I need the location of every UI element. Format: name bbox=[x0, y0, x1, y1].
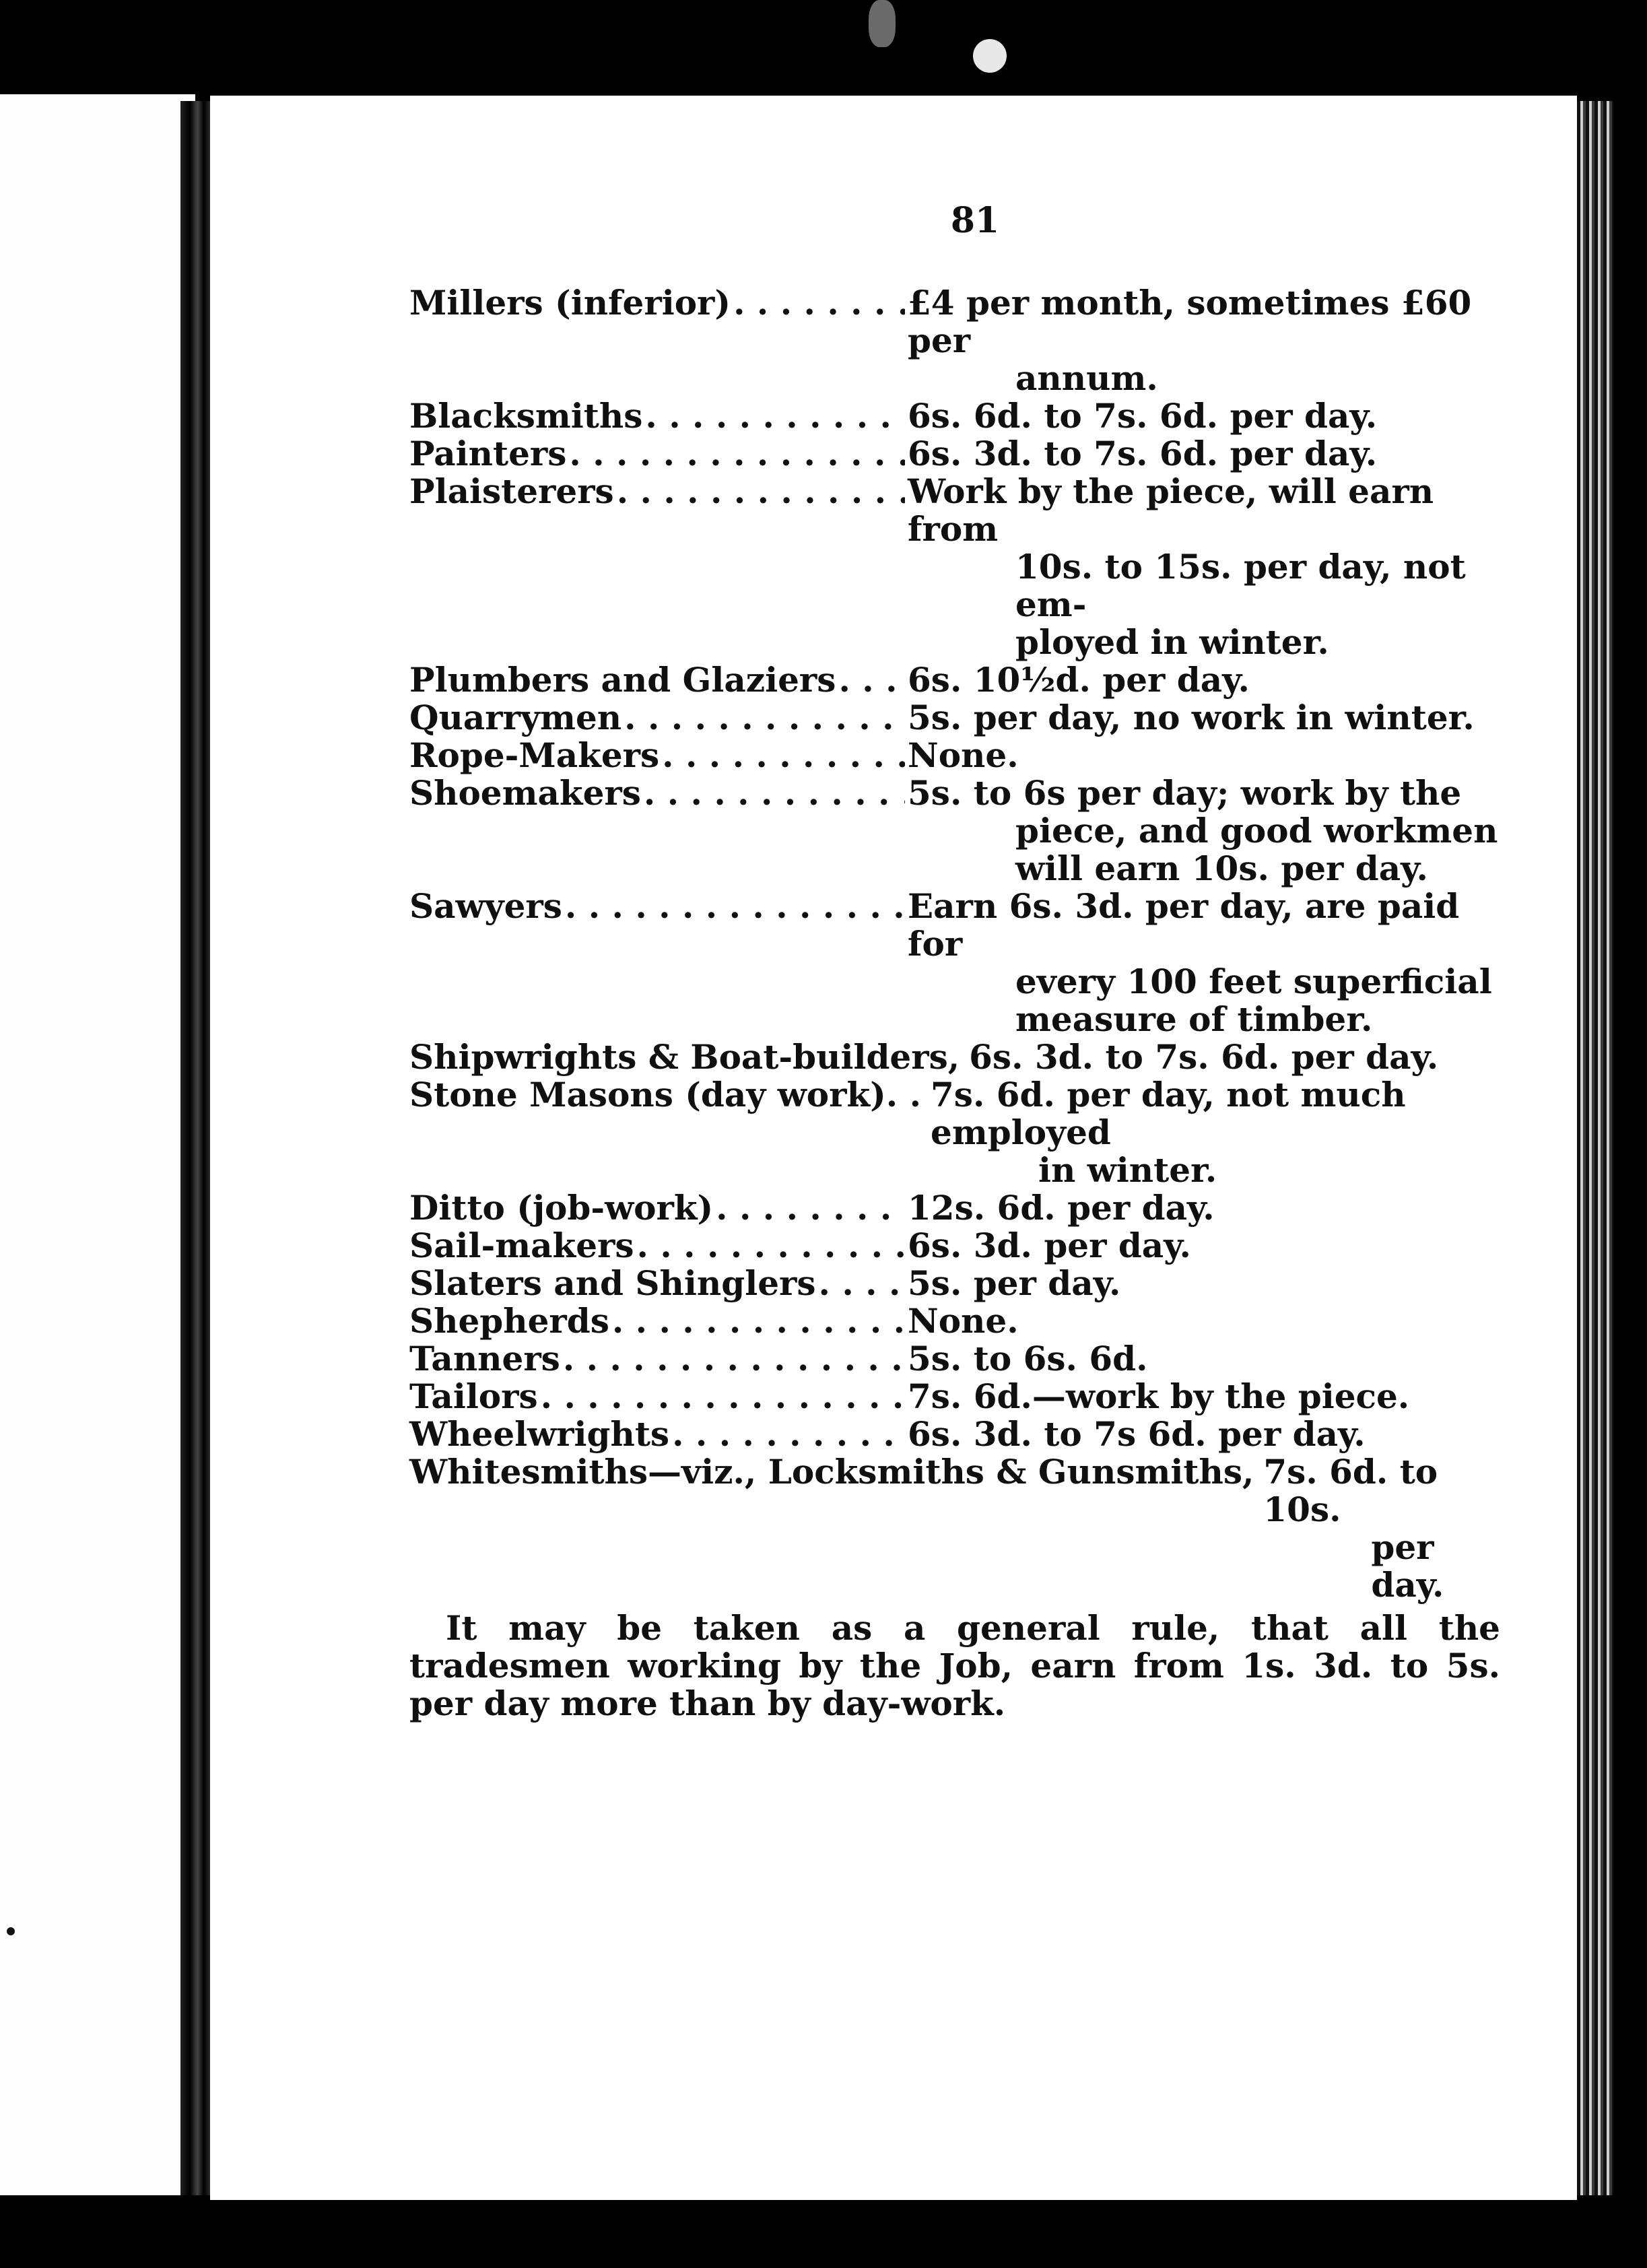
wage-line: £4 per month, sometimes £60 per bbox=[908, 283, 1472, 360]
wage-entry bbox=[409, 1302, 1500, 1340]
wage-line: every 100 feet superficial bbox=[1015, 962, 1492, 1001]
wage-entry bbox=[409, 1265, 1500, 1302]
wage-entry bbox=[409, 888, 1500, 1038]
wage-line: measure of timber. bbox=[1015, 999, 1373, 1039]
trade-name: Tanners bbox=[409, 1339, 560, 1378]
wage-line: in winter. bbox=[1038, 1150, 1217, 1190]
wage-entry bbox=[409, 1076, 1500, 1189]
wage-entry bbox=[409, 699, 1500, 737]
wage-line: None. bbox=[908, 735, 1019, 775]
scan-speck-light bbox=[973, 39, 1007, 73]
wage-line: Work by the piece, will earn from bbox=[908, 471, 1434, 549]
trade-name: Quarrymen bbox=[409, 698, 622, 737]
wage-rate bbox=[908, 1340, 1500, 1378]
dot-leader bbox=[838, 661, 905, 699]
wage-rate bbox=[908, 435, 1500, 473]
wage-entry bbox=[409, 473, 1500, 661]
wage-line: piece, and good workmen bbox=[1015, 811, 1498, 850]
wage-line: 7s. 6d.—work by the piece. bbox=[908, 1376, 1410, 1416]
book-gutter bbox=[180, 101, 211, 2195]
wage-line: 12s. 6d. per day. bbox=[908, 1188, 1215, 1228]
wage-rate bbox=[908, 774, 1500, 888]
wage-rate bbox=[908, 661, 1500, 699]
page-content bbox=[409, 202, 1500, 1723]
dot-leader bbox=[672, 1415, 905, 1453]
wage-line: 6s. 3d. per day. bbox=[908, 1226, 1191, 1265]
trade-name: Whitesmiths—viz., Locksmiths & Gunsmiths, bbox=[409, 1452, 1254, 1492]
trade-name: Millers (inferior) bbox=[409, 283, 731, 323]
wage-entry bbox=[409, 774, 1500, 888]
dot-leader bbox=[645, 397, 905, 435]
dot-leader bbox=[716, 1189, 905, 1227]
closing-paragraph: It may be taken as a general rule, that all the tradesmen working by the Job, earn from 1s. 3d. to 5s. per day more than by day-work. bbox=[409, 1608, 1500, 1723]
trade-name: Wheelwrights bbox=[409, 1414, 670, 1454]
wage-rate bbox=[908, 284, 1500, 397]
wage-line: 5s. per day. bbox=[908, 1263, 1121, 1303]
wage-rate bbox=[931, 1076, 1500, 1189]
trade-name: Shipwrights & Boat-builders, bbox=[409, 1037, 960, 1077]
wage-line: annum. bbox=[1015, 358, 1158, 398]
wage-entry bbox=[409, 1340, 1500, 1378]
wage-line: 10s. to 15s. per day, not em- bbox=[1015, 547, 1466, 624]
trade-name: Sawyers bbox=[409, 886, 562, 926]
wage-line: 6s. 3d. to 7s. 6d. per day. bbox=[908, 434, 1378, 473]
wage-line: 5s. per day, no work in winter. bbox=[908, 698, 1475, 737]
dot-leader bbox=[819, 1265, 906, 1302]
wage-rate bbox=[908, 1265, 1500, 1302]
dot-leader bbox=[563, 1340, 905, 1378]
wage-rate bbox=[908, 473, 1500, 661]
left-page bbox=[0, 94, 195, 2195]
wage-line: 7s. 6d. per day, not much employed bbox=[931, 1075, 1406, 1152]
trade-name: Rope-Makers bbox=[409, 735, 660, 775]
wage-rate bbox=[908, 1227, 1500, 1265]
wage-entry bbox=[409, 1415, 1500, 1453]
dot-leader bbox=[541, 1378, 905, 1415]
wage-entry bbox=[409, 284, 1500, 397]
trade-name: Stone Masons (day work). . bbox=[409, 1075, 922, 1114]
wage-rate bbox=[908, 1302, 1500, 1340]
wage-entry bbox=[409, 435, 1500, 473]
wage-rate bbox=[908, 1189, 1500, 1227]
wage-rate bbox=[908, 1415, 1500, 1453]
wage-line: 6s. 6d. to 7s. 6d. per day. bbox=[908, 396, 1378, 436]
wage-entry bbox=[409, 1378, 1500, 1415]
wage-rate bbox=[908, 699, 1500, 737]
trade-name: Blacksmiths bbox=[409, 396, 643, 436]
wage-rate bbox=[908, 1378, 1500, 1415]
wage-line: 5s. to 6s per day; work by the bbox=[908, 773, 1462, 813]
wage-line: None. bbox=[908, 1301, 1019, 1341]
wage-entry bbox=[409, 1038, 1500, 1076]
trade-name: Plaisterers bbox=[409, 471, 614, 511]
trade-name: Shoemakers bbox=[409, 773, 641, 813]
scan-dot bbox=[7, 1927, 15, 1935]
wage-rate bbox=[1263, 1453, 1500, 1604]
wage-line: will earn 10s. per day. bbox=[1015, 848, 1428, 888]
wage-line: per day. bbox=[1371, 1527, 1444, 1605]
wage-rate bbox=[908, 888, 1500, 1038]
dot-leader bbox=[624, 699, 905, 737]
dot-leader bbox=[733, 284, 905, 322]
page-edge bbox=[1577, 101, 1613, 2195]
wage-rate bbox=[969, 1038, 1500, 1076]
dot-leader bbox=[644, 774, 905, 812]
wage-line: 6s. 3d. to 7s 6d. per day. bbox=[908, 1414, 1366, 1454]
trade-name: Tailors bbox=[409, 1376, 538, 1416]
scan-speck bbox=[869, 0, 896, 47]
wage-entry bbox=[409, 661, 1500, 699]
trade-name: Ditto (job-work) bbox=[409, 1188, 714, 1228]
wage-entry bbox=[409, 1227, 1500, 1265]
dot-leader bbox=[565, 888, 905, 925]
wage-entry bbox=[409, 1189, 1500, 1227]
wage-entry bbox=[409, 397, 1500, 435]
dot-leader bbox=[617, 473, 905, 510]
page-number: 81 bbox=[950, 200, 1000, 241]
wage-rate bbox=[908, 397, 1500, 435]
wage-line: 6s. 10½d. per day. bbox=[908, 660, 1250, 700]
wage-line: 6s. 3d. to 7s. 6d. per day. bbox=[969, 1037, 1439, 1077]
wage-entry bbox=[409, 737, 1500, 774]
trade-name: Slaters and Shinglers bbox=[409, 1263, 816, 1303]
trade-name: Plumbers and Glaziers bbox=[409, 660, 836, 700]
wage-list bbox=[409, 284, 1500, 1604]
dot-leader bbox=[612, 1302, 905, 1340]
dot-leader bbox=[637, 1227, 906, 1265]
dot-leader bbox=[569, 435, 905, 473]
trade-name: Painters bbox=[409, 434, 567, 473]
trade-name: Shepherds bbox=[409, 1301, 609, 1341]
wage-entry bbox=[409, 1453, 1500, 1604]
trade-name: Sail-makers bbox=[409, 1226, 634, 1265]
wage-line: ployed in winter. bbox=[1015, 622, 1329, 662]
dot-leader bbox=[662, 737, 905, 774]
wage-line: 5s. to 6s. 6d. bbox=[908, 1339, 1148, 1378]
wage-line: 7s. 6d. to 10s. bbox=[1263, 1452, 1438, 1529]
wage-line: Earn 6s. 3d. per day, are paid for bbox=[908, 886, 1460, 964]
wage-rate bbox=[908, 737, 1500, 774]
